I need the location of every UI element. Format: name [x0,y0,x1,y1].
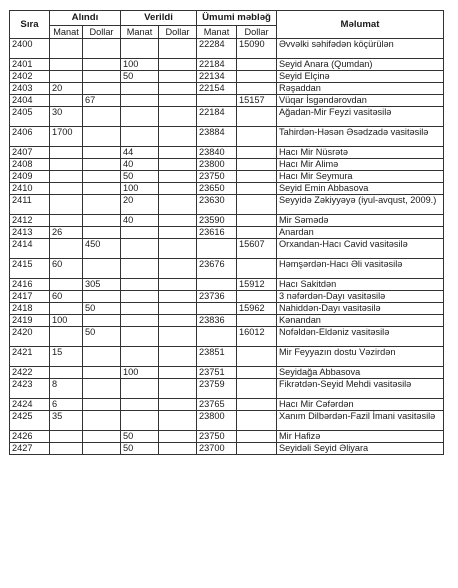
cell-umumi-manat: 23840 [197,147,237,159]
cell-sira: 2409 [10,171,50,183]
header-verildi-dollar: Dollar [159,26,197,39]
cell-alindi-dollar [83,291,121,303]
cell-sira: 2400 [10,39,50,59]
cell-melumat: 3 nəfərdən-Dayı vasitəsilə [277,291,444,303]
cell-alindi-dollar [83,315,121,327]
cell-verildi-dollar [159,59,197,71]
table-row [10,95,444,107]
cell-alindi-dollar [83,83,121,95]
table-row [10,107,444,127]
cell-umumi-manat: 23751 [197,367,237,379]
cell-umumi-manat: 23630 [197,195,237,215]
cell-alindi-manat: 20 [50,83,83,95]
cell-verildi-dollar [159,39,197,59]
cell-verildi-manat [121,291,159,303]
cell-verildi-dollar [159,127,197,147]
cell-melumat: Mir Feyyazın dostu Vəzirdən [277,347,444,367]
cell-alindi-manat [50,147,83,159]
cell-alindi-manat [50,367,83,379]
table-row [10,195,444,215]
cell-verildi-dollar [159,95,197,107]
table-row [10,215,444,227]
cell-umumi-manat [197,95,237,107]
cell-melumat: Hacı Mir Seymura [277,171,444,183]
cell-umumi-dollar: 15090 [237,39,277,59]
cell-umumi-dollar [237,315,277,327]
cell-verildi-manat: 50 [121,71,159,83]
table-row [10,327,444,347]
cell-alindi-dollar [83,411,121,431]
cell-alindi-dollar [83,159,121,171]
cell-alindi-manat [50,215,83,227]
cell-verildi-manat [121,107,159,127]
cell-melumat: Mir Hafizə [277,431,444,443]
cell-verildi-dollar [159,303,197,315]
cell-alindi-manat: 60 [50,291,83,303]
cell-verildi-dollar [159,239,197,259]
header-umumi-manat: Manat [197,26,237,39]
cell-umumi-manat: 23765 [197,399,237,411]
cell-alindi-dollar [83,183,121,195]
cell-umumi-dollar [237,227,277,239]
cell-alindi-dollar [83,59,121,71]
cell-umumi-manat: 22284 [197,39,237,59]
cell-verildi-dollar [159,367,197,379]
cell-alindi-manat [50,71,83,83]
cell-melumat: Fikrətdən-Seyid Mehdi vasitəsilə [277,379,444,399]
cell-umumi-manat: 23590 [197,215,237,227]
cell-verildi-manat: 100 [121,183,159,195]
cell-umumi-manat: 22184 [197,107,237,127]
cell-alindi-manat: 100 [50,315,83,327]
cell-alindi-dollar [83,171,121,183]
cell-umumi-dollar [237,83,277,95]
table-row [10,183,444,195]
cell-melumat: Orxandan-Hacı Cavid vasitəsilə [277,239,444,259]
cell-umumi-manat: 23884 [197,127,237,147]
cell-alindi-manat [50,327,83,347]
cell-verildi-dollar [159,443,197,455]
cell-verildi-dollar [159,147,197,159]
cell-umumi-dollar: 15157 [237,95,277,107]
cell-umumi-dollar [237,431,277,443]
cell-melumat: Xanım Dilbərdən-Fazil İmani vasitəsilə [277,411,444,431]
cell-verildi-manat [121,239,159,259]
cell-melumat: Əvvəlki səhifədən köçürülən [277,39,444,59]
table-row [10,71,444,83]
cell-sira: 2401 [10,59,50,71]
cell-melumat: Anardan [277,227,444,239]
table-row [10,379,444,399]
table-row [10,259,444,279]
cell-alindi-manat [50,171,83,183]
cell-alindi-manat [50,183,83,195]
cell-sira: 2410 [10,183,50,195]
cell-alindi-manat: 30 [50,107,83,127]
cell-verildi-manat [121,39,159,59]
cell-umumi-dollar [237,127,277,147]
cell-umumi-dollar [237,195,277,215]
cell-alindi-manat [50,279,83,291]
table-row [10,159,444,171]
cell-umumi-dollar [237,399,277,411]
header-verildi-manat: Manat [121,26,159,39]
cell-umumi-dollar [237,347,277,367]
cell-verildi-dollar [159,379,197,399]
cell-alindi-dollar [83,107,121,127]
cell-alindi-dollar [83,379,121,399]
cell-verildi-manat: 50 [121,171,159,183]
table-row [10,291,444,303]
header-alindi-dollar: Dollar [83,26,121,39]
cell-sira: 2403 [10,83,50,95]
cell-verildi-manat [121,411,159,431]
cell-alindi-manat [50,443,83,455]
cell-verildi-manat [121,315,159,327]
cell-melumat: Seyid Emin Abbasova [277,183,444,195]
cell-sira: 2425 [10,411,50,431]
cell-sira: 2419 [10,315,50,327]
table-row [10,431,444,443]
cell-alindi-manat: 35 [50,411,83,431]
table-row [10,399,444,411]
cell-verildi-dollar [159,291,197,303]
cell-sira: 2402 [10,71,50,83]
header-row-top [10,11,444,26]
cell-sira: 2420 [10,327,50,347]
cell-melumat: Nofəldən-Eldəniz vasitəsilə [277,327,444,347]
cell-verildi-manat [121,259,159,279]
cell-verildi-dollar [159,279,197,291]
cell-sira: 2413 [10,227,50,239]
cell-alindi-dollar [83,147,121,159]
cell-alindi-manat [50,59,83,71]
cell-verildi-manat [121,279,159,291]
cell-sira: 2415 [10,259,50,279]
cell-verildi-dollar [159,411,197,431]
header-umumi: Ümumi məbləğ [197,11,277,26]
cell-verildi-manat: 40 [121,215,159,227]
cell-melumat: Vüqar İsgəndərovdan [277,95,444,107]
cell-umumi-manat: 23700 [197,443,237,455]
cell-alindi-dollar [83,39,121,59]
cell-umumi-manat [197,327,237,347]
cell-umumi-manat [197,239,237,259]
cell-verildi-dollar [159,107,197,127]
cell-verildi-manat [121,347,159,367]
cell-verildi-manat: 40 [121,159,159,171]
cell-melumat: Rəşaddan [277,83,444,95]
header-umumi-dollar: Dollar [237,26,277,39]
cell-verildi-dollar [159,195,197,215]
cell-sira: 2416 [10,279,50,291]
header-melumat: Məlumat [277,11,444,39]
cell-verildi-manat: 50 [121,431,159,443]
cell-umumi-dollar [237,443,277,455]
cell-umumi-dollar: 16012 [237,327,277,347]
cell-sira: 2422 [10,367,50,379]
cell-sira: 2406 [10,127,50,147]
cell-verildi-manat: 100 [121,59,159,71]
cell-sira: 2414 [10,239,50,259]
cell-umumi-manat: 23800 [197,411,237,431]
cell-umumi-dollar: 15607 [237,239,277,259]
cell-alindi-dollar [83,127,121,147]
cell-verildi-dollar [159,431,197,443]
cell-umumi-manat: 23676 [197,259,237,279]
cell-alindi-dollar [83,399,121,411]
ledger-table [9,10,444,455]
cell-melumat: Ağadan-Mir Feyzi vasitəsilə [277,107,444,127]
cell-verildi-manat [121,379,159,399]
table-row [10,315,444,327]
cell-sira: 2412 [10,215,50,227]
cell-verildi-dollar [159,83,197,95]
cell-umumi-dollar [237,71,277,83]
cell-alindi-manat [50,159,83,171]
cell-alindi-dollar [83,227,121,239]
cell-umumi-dollar [237,291,277,303]
cell-verildi-dollar [159,215,197,227]
header-verildi: Verildi [121,11,197,26]
table-row [10,83,444,95]
cell-sira: 2407 [10,147,50,159]
cell-melumat: Hacı Mir Cəfərdən [277,399,444,411]
cell-verildi-manat: 20 [121,195,159,215]
cell-melumat: Hacı Mir Alimə [277,159,444,171]
cell-umumi-dollar [237,171,277,183]
cell-verildi-dollar [159,227,197,239]
cell-umumi-manat [197,303,237,315]
cell-alindi-dollar [83,443,121,455]
table-row [10,411,444,431]
cell-alindi-manat: 26 [50,227,83,239]
cell-melumat: Seyid Anara (Qumdan) [277,59,444,71]
table-row [10,171,444,183]
cell-alindi-dollar [83,71,121,83]
table-row [10,279,444,291]
cell-verildi-dollar [159,399,197,411]
cell-umumi-dollar [237,59,277,71]
cell-umumi-dollar [237,159,277,171]
cell-verildi-dollar [159,171,197,183]
cell-umumi-manat: 23800 [197,159,237,171]
cell-verildi-manat: 100 [121,367,159,379]
cell-umumi-dollar [237,215,277,227]
cell-verildi-dollar [159,159,197,171]
cell-verildi-manat [121,327,159,347]
cell-sira: 2424 [10,399,50,411]
cell-melumat: Seyidağa Abbasova [277,367,444,379]
cell-alindi-manat [50,39,83,59]
cell-umumi-manat: 22184 [197,59,237,71]
table-row [10,39,444,59]
cell-melumat: Hacı Mir Nüsrətə [277,147,444,159]
table-row [10,443,444,455]
cell-umumi-dollar [237,107,277,127]
cell-alindi-manat: 60 [50,259,83,279]
cell-alindi-dollar: 50 [83,303,121,315]
cell-umumi-dollar [237,367,277,379]
cell-umumi-dollar: 15912 [237,279,277,291]
cell-sira: 2426 [10,431,50,443]
table-row [10,303,444,315]
cell-alindi-dollar: 305 [83,279,121,291]
cell-verildi-dollar [159,71,197,83]
cell-alindi-dollar: 67 [83,95,121,107]
cell-umumi-dollar [237,183,277,195]
cell-alindi-dollar [83,195,121,215]
table-row [10,127,444,147]
cell-sira: 2417 [10,291,50,303]
cell-alindi-manat [50,239,83,259]
cell-sira: 2418 [10,303,50,315]
cell-melumat: Hacı Sakitdən [277,279,444,291]
cell-verildi-dollar [159,347,197,367]
cell-umumi-manat: 23650 [197,183,237,195]
cell-alindi-dollar [83,259,121,279]
cell-sira: 2408 [10,159,50,171]
cell-verildi-manat: 44 [121,147,159,159]
table-row [10,59,444,71]
cell-umumi-manat: 23736 [197,291,237,303]
cell-umumi-manat: 23759 [197,379,237,399]
cell-alindi-manat [50,303,83,315]
cell-sira: 2404 [10,95,50,107]
cell-umumi-manat: 22134 [197,71,237,83]
cell-verildi-dollar [159,315,197,327]
cell-umumi-manat: 23836 [197,315,237,327]
cell-melumat: Seyidəli Seyid Əliyara [277,443,444,455]
table-row [10,367,444,379]
cell-melumat: Həmşərdən-Hacı Əli vasitəsilə [277,259,444,279]
cell-alindi-dollar [83,367,121,379]
cell-alindi-dollar [83,347,121,367]
cell-sira: 2411 [10,195,50,215]
cell-umumi-dollar [237,379,277,399]
cell-alindi-dollar: 450 [83,239,121,259]
cell-verildi-dollar [159,327,197,347]
cell-sira: 2405 [10,107,50,127]
cell-verildi-manat [121,227,159,239]
table-row [10,147,444,159]
ledger-body [10,39,444,455]
cell-umumi-dollar [237,259,277,279]
cell-umumi-manat: 23750 [197,171,237,183]
cell-umumi-manat: 22154 [197,83,237,95]
cell-sira: 2427 [10,443,50,455]
cell-verildi-manat [121,399,159,411]
cell-umumi-dollar: 15962 [237,303,277,315]
cell-umumi-dollar [237,147,277,159]
cell-umumi-manat: 23851 [197,347,237,367]
cell-alindi-manat [50,431,83,443]
cell-verildi-dollar [159,259,197,279]
header-alindi-manat: Manat [50,26,83,39]
cell-verildi-manat [121,303,159,315]
cell-alindi-dollar [83,431,121,443]
cell-verildi-manat [121,83,159,95]
cell-melumat: Seyyidə Zəkiyyəyə (iyul-avqust, 2009.) [277,195,444,215]
cell-verildi-dollar [159,183,197,195]
header-sira: Sıra [10,11,50,39]
cell-alindi-manat: 15 [50,347,83,367]
cell-melumat: Nahiddən-Dayı vasitəsilə [277,303,444,315]
cell-alindi-dollar: 50 [83,327,121,347]
cell-sira: 2423 [10,379,50,399]
table-row [10,347,444,367]
cell-sira: 2421 [10,347,50,367]
cell-verildi-manat: 50 [121,443,159,455]
cell-umumi-manat [197,279,237,291]
cell-alindi-manat: 6 [50,399,83,411]
cell-melumat: Tahirdən-Həsən Əsədzadə vasitəsilə [277,127,444,147]
table-row [10,227,444,239]
cell-verildi-manat [121,127,159,147]
cell-umumi-dollar [237,411,277,431]
cell-alindi-manat [50,195,83,215]
cell-verildi-manat [121,95,159,107]
cell-melumat: Seyid Elçinə [277,71,444,83]
table-row [10,239,444,259]
header-alindi: Alındı [50,11,121,26]
cell-umumi-manat: 23616 [197,227,237,239]
cell-umumi-manat: 23750 [197,431,237,443]
cell-melumat: Mir Səmədə [277,215,444,227]
cell-melumat: Kənandan [277,315,444,327]
cell-alindi-manat: 8 [50,379,83,399]
cell-alindi-dollar [83,215,121,227]
cell-alindi-manat [50,95,83,107]
cell-alindi-manat: 1700 [50,127,83,147]
